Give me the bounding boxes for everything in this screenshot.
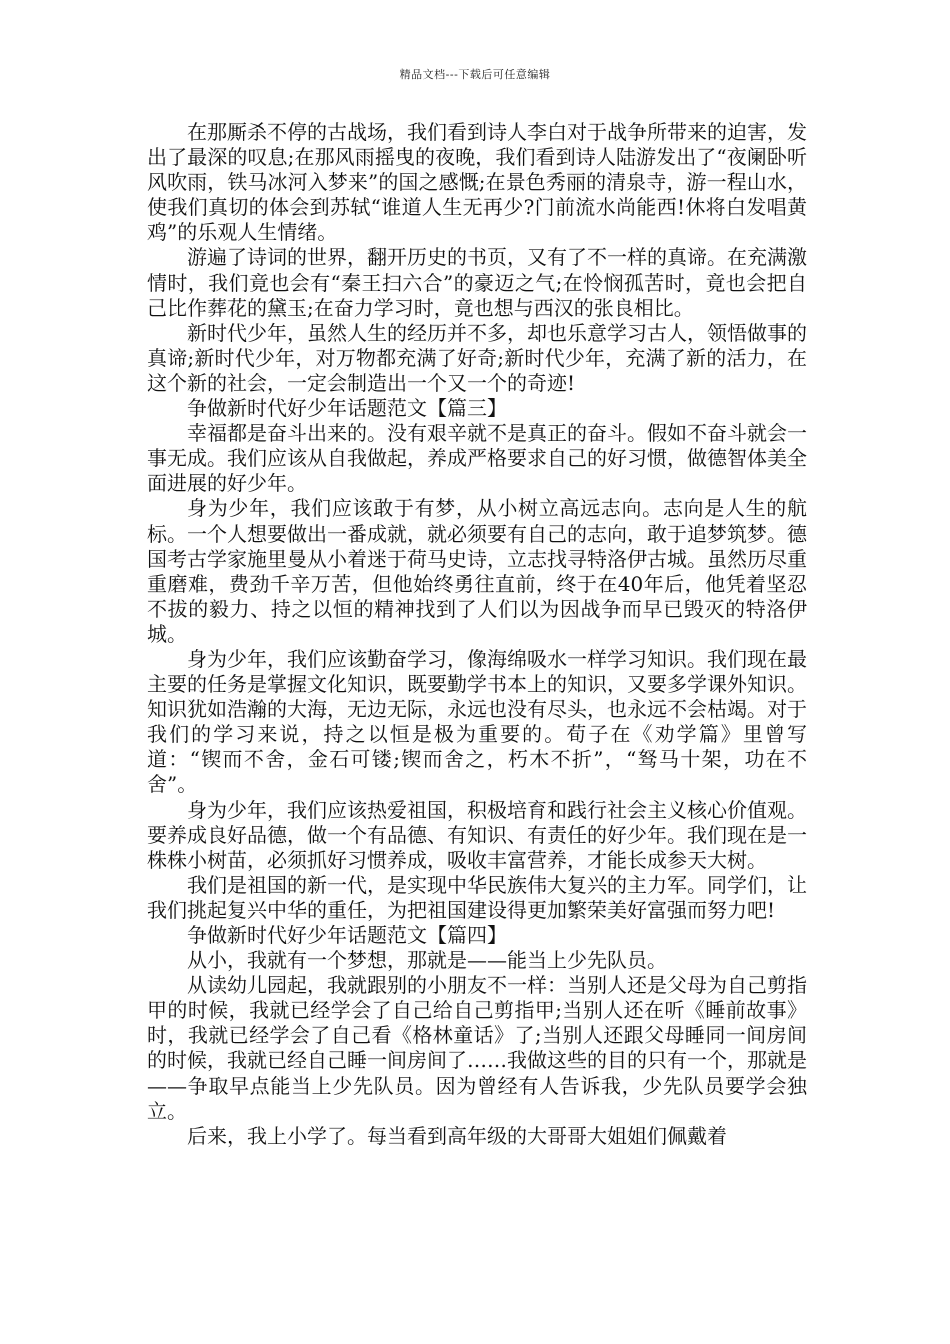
paragraph: 在那厮杀不停的古战场，我们看到诗人李白对于战争所带来的迫害，发出了最深的叹息;在那风雨摇曳的夜晚，我们看到诗人陆游发出了“夜阑卧听风吹雨，铁马冰河入梦来”的国之感慨;在景色秀丽的清泉寺，游一程山水，使我们真切的体会到苏轼“谁道人生无再少?门前流水尚能西!休将白发唱黄鸡”的乐观人生情绪。 bbox=[147, 120, 807, 245]
paragraph: 从读幼儿园起，我就跟别的小朋友不一样：当别人还是父母为自己剪指甲的时候，我就已经学会了自己给自己剪指甲;当别人还在听《睡前故事》时，我就已经学会了自己看《格林童话》了;当别人还跟父母睡同一间房间的时候，我就已经自己睡一间房间了……我做这些的目的只有一个，那就是——争取早点能当上少先队员。因为曾经有人告诉我，少先队员要学会独立。 bbox=[147, 973, 807, 1123]
paragraph: 从小，我就有一个梦想，那就是——能当上少先队员。 bbox=[187, 948, 667, 973]
page-header: 精品文档---下载后可任意编辑 bbox=[399, 68, 551, 81]
paragraph: 新时代少年，虽然人生的经历并不多，却也乐意学习古人，领悟做事的真谛;新时代少年，对万物都充满了好奇;新时代少年，充满了新的活力，在这个新的社会，一定会制造出一个又一个的奇迹! bbox=[147, 320, 807, 395]
section-heading: 争做新时代好少年话题范文【篇三】 bbox=[187, 396, 507, 421]
document-body bbox=[147, 120, 807, 1149]
paragraph: 我们是祖国的新一代，是实现中华民族伟大复兴的主力军。同学们，让我们挑起复兴中华的重任，为把祖国建设得更加繁荣美好富强而努力吧! bbox=[147, 872, 807, 922]
paragraph: 身为少年，我们应该敢于有梦，从小树立高远志向。志向是人生的航标。一个人想要做出一番成就，就必须要有自己的志向，敢于追梦筑梦。德国考古学家施里曼从小着迷于荷马史诗，立志找寻特洛伊古城。虽然历尽重重磨难，费劲千辛万苦，但他始终勇往直前，终于在40年后，他凭着坚忍不拔的毅力、持之以恒的精神找到了人们以为因战争而早已毁灭的特洛伊城。 bbox=[147, 496, 807, 646]
section-heading: 争做新时代好少年话题范文【篇四】 bbox=[187, 923, 507, 947]
paragraph: 后来，我上小学了。每当看到高年级的大哥哥大姐姐们佩戴着 bbox=[187, 1123, 727, 1148]
paragraph: 游遍了诗词的世界，翻开历史的书页，又有了不一样的真谛。在充满激情时，我们竟也会有“秦王扫六合”的豪迈之气;在怜悯孤苦时，竟也会把自己比作葬花的黛玉;在奋力学习时，竟也想与西汉的张良相比。 bbox=[147, 245, 807, 320]
paragraph: 身为少年，我们应该勤奋学习，像海绵吸水一样学习知识。我们现在最主要的任务是掌握文化知识，既要勤学书本上的知识，又要多学课外知识。知识犹如浩瀚的大海，无边无际，永远也没有尽头，也永远不会枯竭。对于我们的学习来说，持之以恒是极为重要的。荀子在《劝学篇》里曾写道：“锲而不舍，金石可镂;锲而舍之，朽木不折”，“驽马十架，功在不舍”。 bbox=[147, 646, 807, 797]
paragraph: 幸福都是奋斗出来的。没有艰辛就不是真正的奋斗。假如不奋斗就会一事无成。我们应该从自我做起，养成严格要求自己的好习惯，做德智体美全面进展的好少年。 bbox=[147, 421, 807, 496]
paragraph: 身为少年，我们应该热爱祖国，积极培育和践行社会主义核心价值观。要养成良好品德，做一个有品德、有知识、有责任的好少年。我们现在是一株株小树苗，必须抓好习惯养成，吸收丰富营养，才能长成参天大树。 bbox=[147, 797, 807, 872]
